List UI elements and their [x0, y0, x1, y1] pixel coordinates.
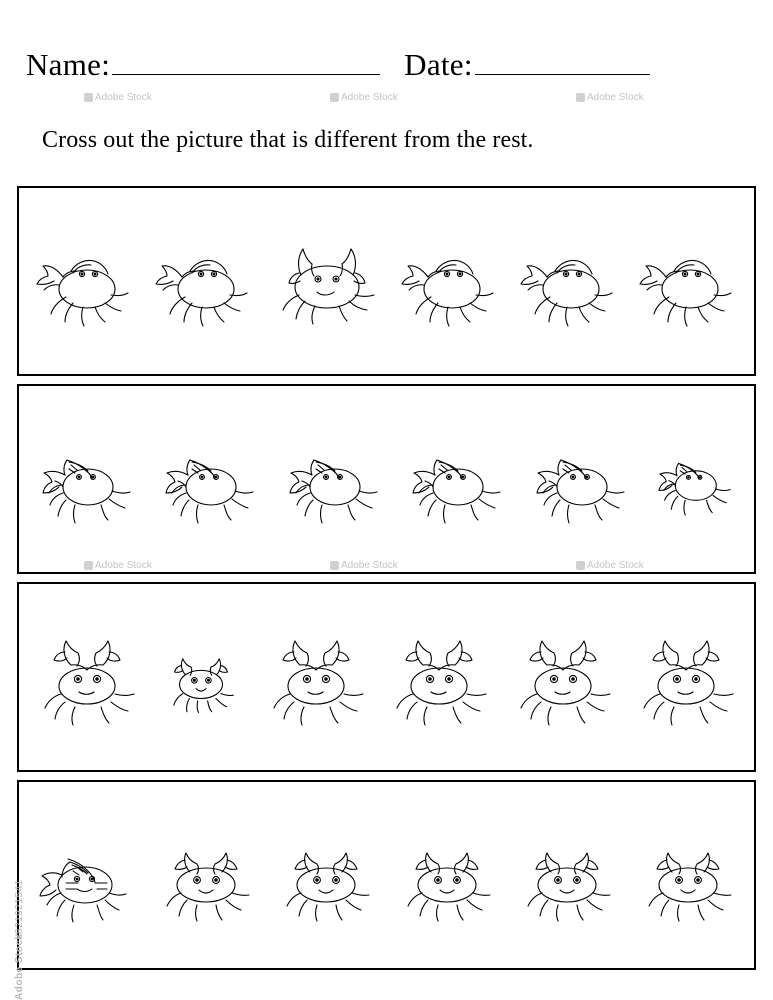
instruction-text: Cross out the picture that is different from the rest. — [42, 127, 534, 153]
watermark-image-id: #821921541 — [14, 879, 25, 940]
crab-item[interactable] — [35, 624, 139, 730]
watermark-label: Adobe Stock — [95, 92, 152, 103]
crab-item[interactable] — [398, 233, 502, 329]
crab-item-odd[interactable] — [271, 229, 383, 333]
crab-item[interactable] — [33, 233, 137, 329]
adobe-logo-icon — [576, 93, 585, 102]
name-label: Name: — [26, 47, 111, 82]
crab-item[interactable] — [387, 624, 491, 730]
exercise-row-4[interactable] — [17, 780, 756, 970]
crab-item[interactable] — [517, 233, 621, 329]
crab-item-odd[interactable] — [652, 438, 738, 520]
watermark-tile — [84, 92, 152, 103]
crab-item-odd[interactable] — [158, 633, 244, 721]
date-input-line[interactable] — [475, 74, 650, 75]
exercise-row-3[interactable] — [17, 582, 756, 772]
crab-item[interactable] — [154, 825, 258, 925]
exercise-row-2[interactable] — [17, 384, 756, 574]
adobe-logo-icon — [84, 93, 93, 102]
crab-item[interactable] — [395, 825, 499, 925]
crab-item[interactable] — [529, 429, 633, 529]
date-field — [404, 49, 650, 80]
watermark-label: Adobe Stock — [341, 560, 398, 571]
worksheet-header — [26, 34, 747, 80]
crab-item[interactable] — [405, 429, 509, 529]
exercise-rows — [17, 186, 756, 970]
crab-item[interactable] — [282, 429, 386, 529]
adobe-logo-icon — [330, 93, 339, 102]
crab-item[interactable] — [636, 825, 740, 925]
watermark-brand-left: Adobe Stock — [14, 933, 25, 1000]
watermark-label: Adobe Stock — [95, 560, 152, 571]
crab-item[interactable] — [636, 233, 740, 329]
crab-item[interactable] — [515, 825, 619, 925]
exercise-row-1[interactable] — [17, 186, 756, 376]
date-label: Date: — [404, 47, 473, 82]
watermark-label: Adobe Stock — [587, 92, 644, 103]
crab-item[interactable] — [152, 233, 256, 329]
crab-item-odd[interactable] — [33, 823, 137, 927]
crab-item[interactable] — [274, 825, 378, 925]
watermark-label: Adobe Stock — [341, 92, 398, 103]
crab-item[interactable] — [35, 429, 139, 529]
name-input-line[interactable] — [112, 74, 380, 75]
watermark-tile — [330, 92, 398, 103]
crab-item[interactable] — [634, 624, 738, 730]
crab-item[interactable] — [511, 624, 615, 730]
watermark-label: Adobe Stock — [587, 560, 644, 571]
crab-item[interactable] — [264, 624, 368, 730]
name-field — [26, 49, 380, 80]
watermark-tile — [576, 92, 644, 103]
crab-item[interactable] — [158, 429, 262, 529]
